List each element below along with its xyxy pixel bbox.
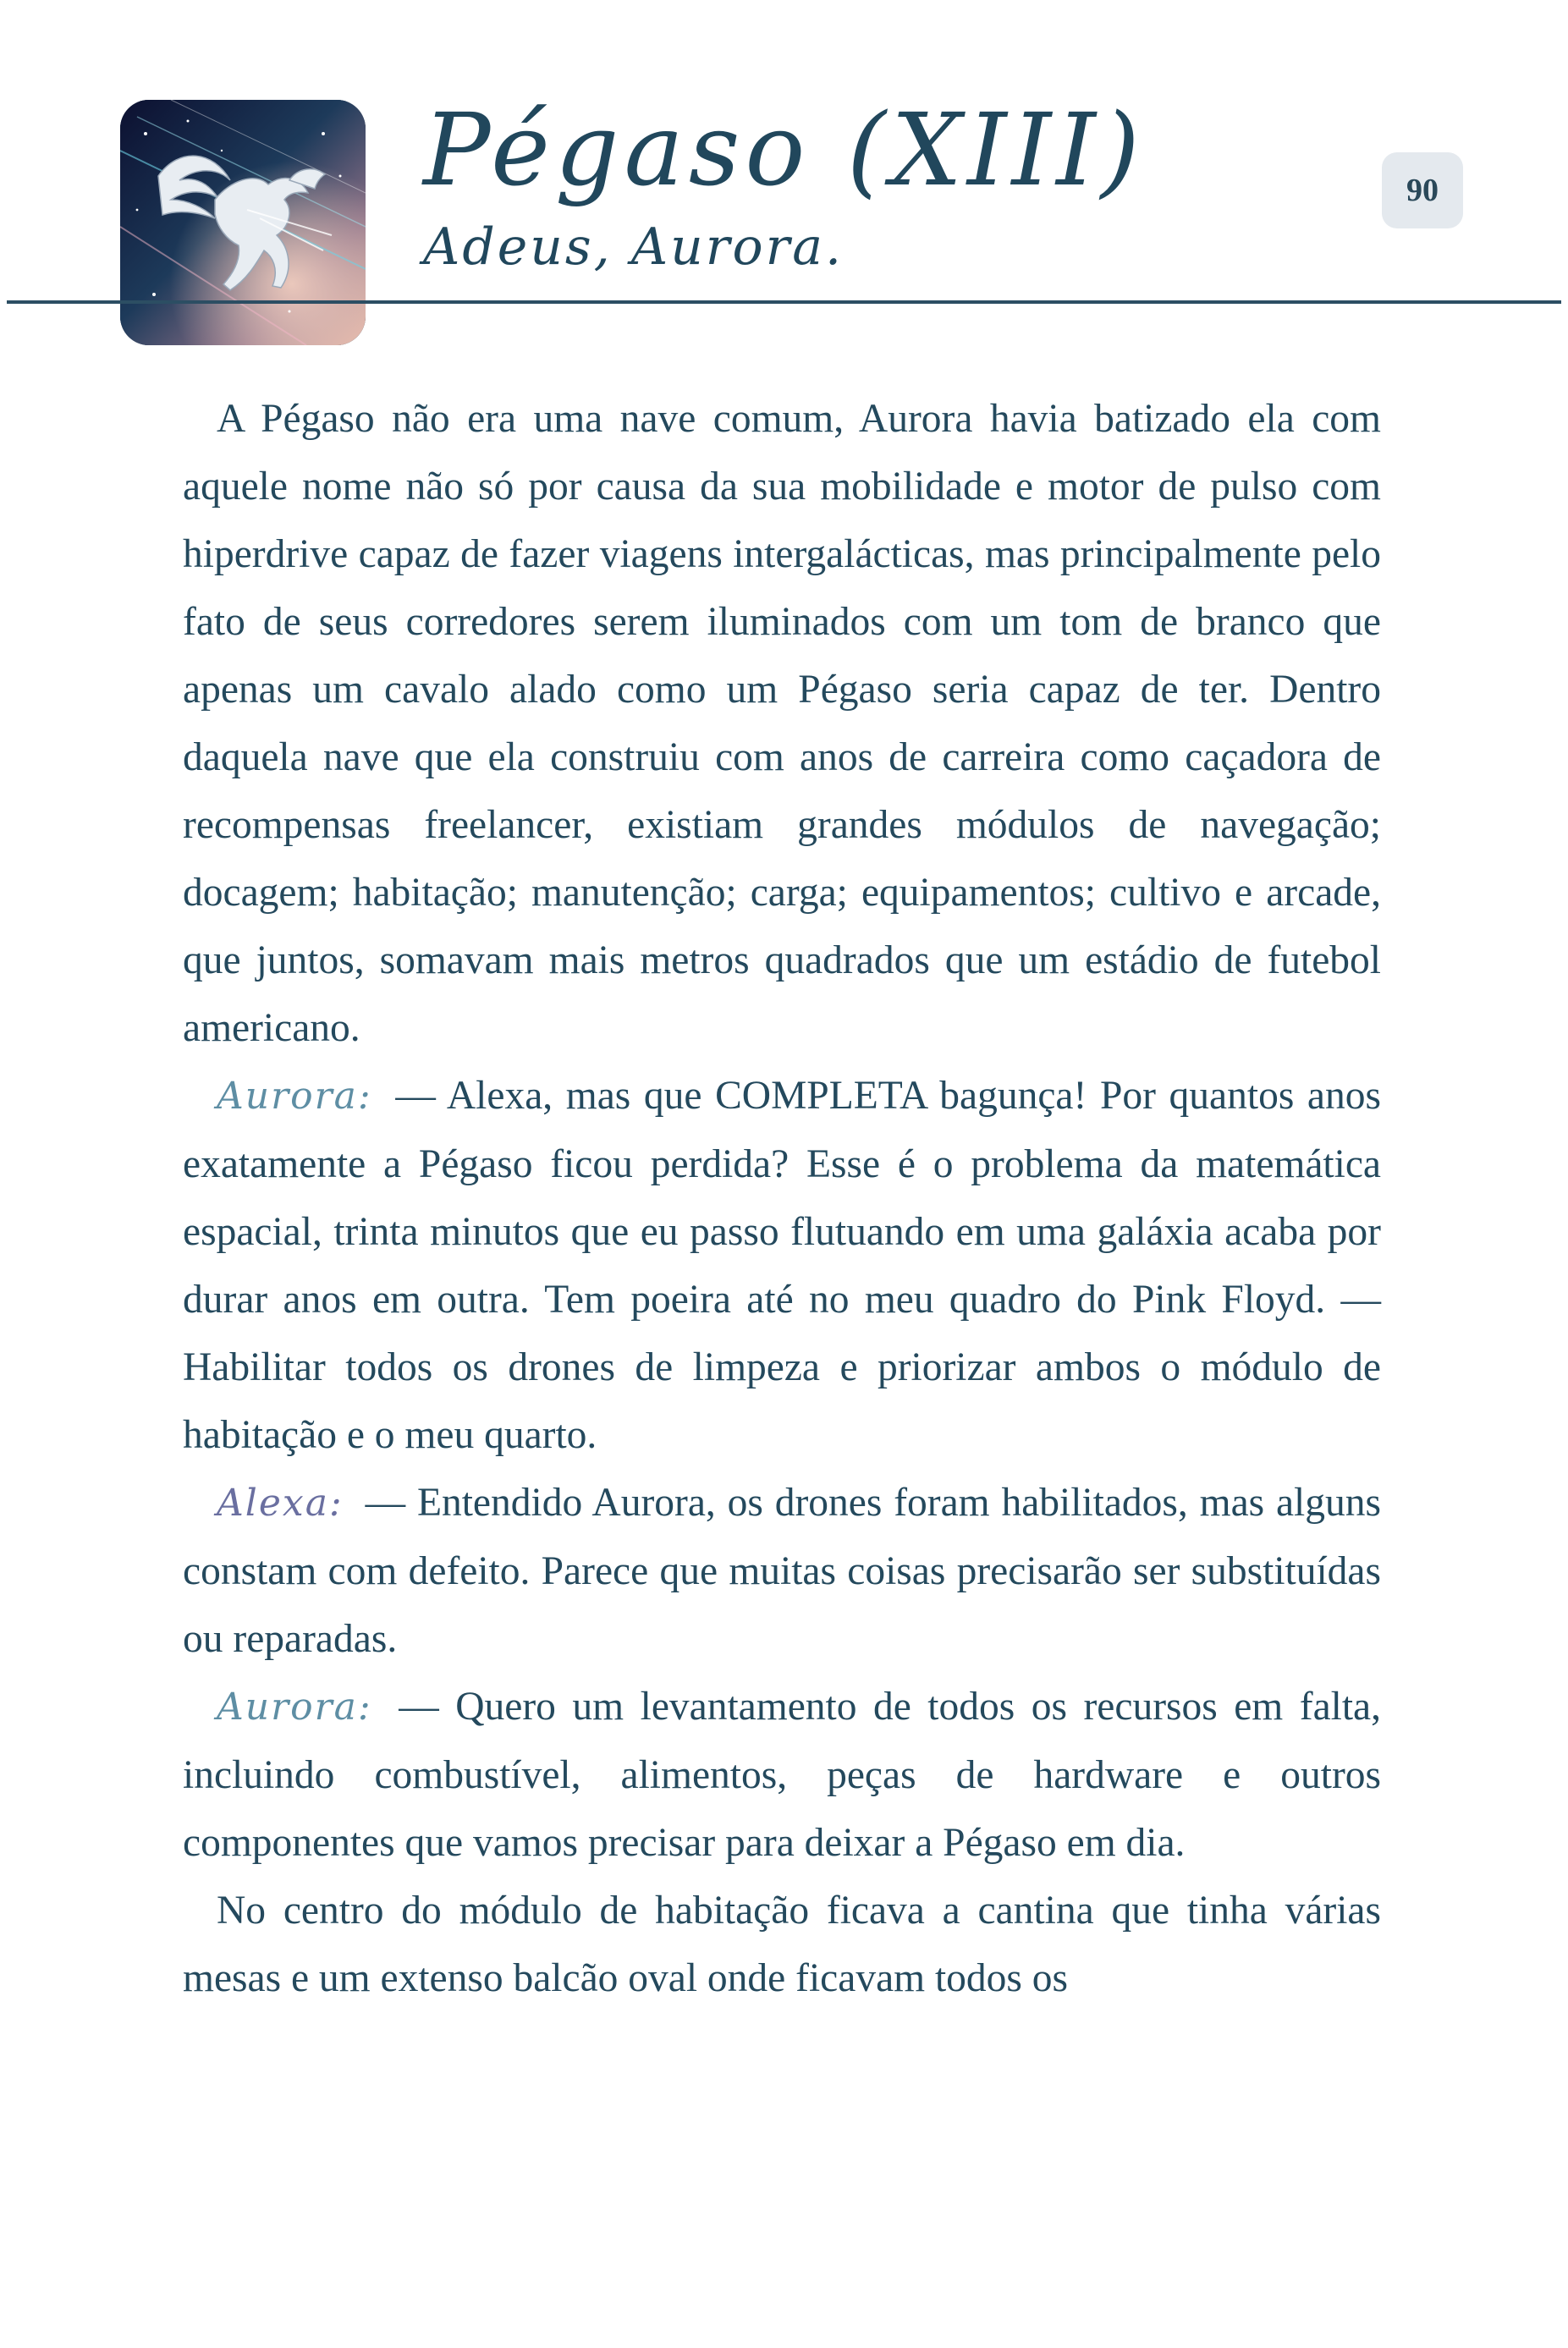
page-number-badge: [1382, 152, 1463, 228]
dialogue-paragraph: [183, 1469, 1381, 1673]
chapter-image: [120, 100, 366, 345]
body-text: [183, 385, 1381, 2012]
chapter-title: Pégaso (XIII): [423, 91, 1145, 208]
paragraph: [183, 1877, 1381, 2012]
paragraph-text: No centro do módulo de habitação ficava a cantina que tinha várias mesas e um extenso balcão oval onde ficavam todos os: [183, 1889, 1381, 2000]
header-divider: [7, 300, 1561, 304]
pegasus-icon: [120, 100, 366, 345]
paragraph-text: A Pégaso não era uma nave comum, Aurora havia batizado ela com aquele nome não só por causa da sua mobilidade e motor de pulso com hiperdrive capaz de fazer viagens intergalácticas, mas principalmente pelo fato de seus corredores serem iluminados com um tom de branco que apenas um cavalo alado como um Pégaso seria capaz de ter. Dentro daquela nave que ela construiu com anos de carreira como caçadora de recompensas freelancer, existiam grandes módulos de navegação; docagem; habitação; manutenção; carga; equipamentos; cultivo e arcade, que juntos, somavam mais metros quadrados que um estádio de futebol americano.: [183, 397, 1381, 1050]
paragraph: [183, 385, 1381, 1062]
speaker-label: Alexa:: [217, 1482, 344, 1525]
dialogue-paragraph: [183, 1062, 1381, 1469]
chapter-subtitle: Adeus, Aurora.: [423, 217, 845, 277]
paragraph-text: — Entendido Aurora, os drones foram habilitados, mas alguns constam com defeito. Parece que muitas coisas precisarão ser substituídas ou reparadas.: [183, 1481, 1381, 1661]
speaker-label: Aurora:: [217, 1685, 372, 1729]
paragraph-text: — Alexa, mas que COMPLETA bagunça! Por quantos anos exatamente a Pégaso ficou perdida? Esse é o problema da matemática espacial, trinta minutos que eu passo flutuando em uma galáxia acaba por durar anos em outra. Tem poeira até no meu quadro do Pink Floyd. — Habilitar todos os drones de limpeza e priorizar ambos o módulo de habitação e o meu quarto.: [183, 1074, 1382, 1457]
page-number: 90: [1406, 173, 1439, 208]
dialogue-paragraph: [183, 1673, 1381, 1877]
speaker-label: Aurora:: [217, 1075, 372, 1118]
paragraph-text: — Quero um levantamento de todos os recursos em falta, incluindo combustível, alimentos, peças de hardware e outros componentes que vamos precisar para deixar a Pégaso em dia.: [183, 1685, 1382, 1865]
